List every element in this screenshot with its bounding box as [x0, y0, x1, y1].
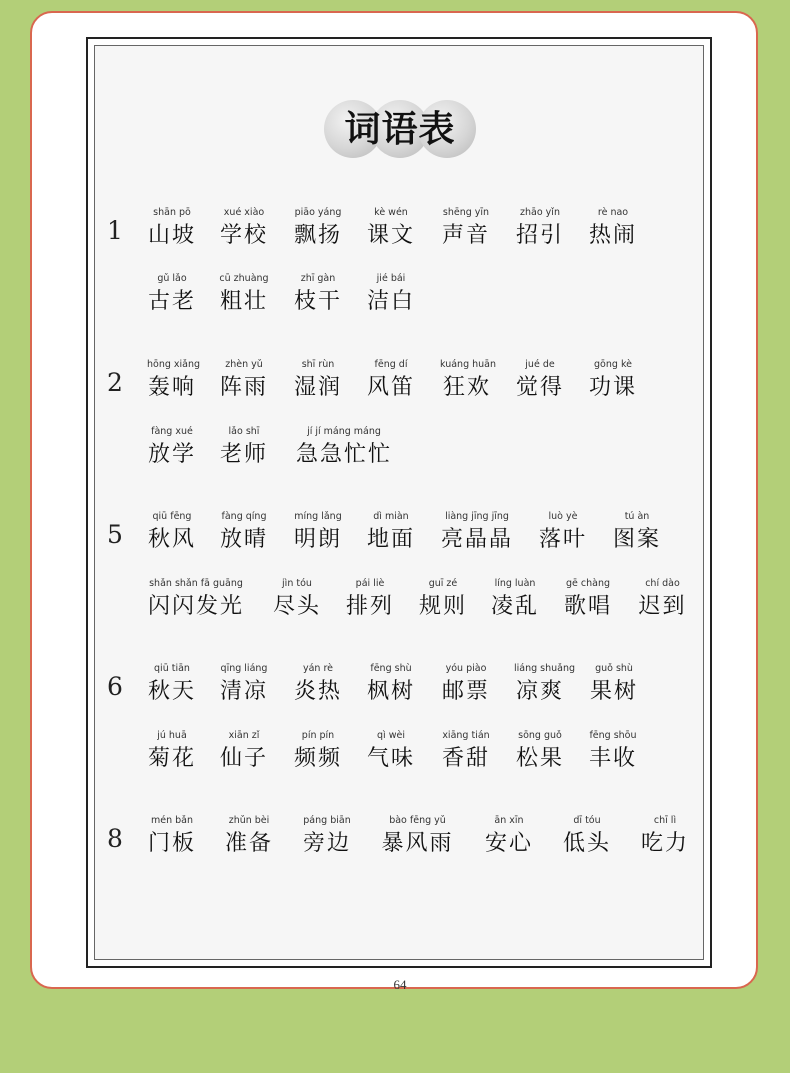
- hanzi-word: 闪闪发光: [147, 594, 244, 619]
- pinyin-label: shǎn shǎn fā guāng: [149, 578, 243, 589]
- pinyin-label: lǎo shī: [228, 426, 260, 437]
- lesson-number: 2: [107, 368, 123, 397]
- pinyin-label: qiū tiān: [154, 663, 190, 674]
- vocab-word: [490, 577, 540, 622]
- hanzi-word: 凉爽: [515, 679, 564, 704]
- hanzi-word: 吃力: [640, 831, 689, 856]
- vocab-word: [147, 425, 197, 470]
- vocab-word: [637, 577, 688, 622]
- vocab-word: [293, 425, 395, 470]
- pinyin-label: jìn tóu: [282, 578, 312, 589]
- pinyin-label: shēng yīn: [442, 207, 490, 218]
- pinyin-label: chī lì: [653, 815, 677, 826]
- hanzi-word: 枝干: [293, 289, 342, 314]
- hanzi-word: 明朗: [293, 527, 342, 552]
- pinyin-label: xiāng tián: [442, 730, 490, 741]
- pinyin-label: liàng jīng jīng: [445, 511, 509, 522]
- vocab-word: [293, 662, 343, 707]
- pinyin-label: mén bǎn: [150, 815, 193, 826]
- vocab-word: [588, 662, 640, 707]
- pinyin-label: chí dào: [645, 578, 680, 589]
- pinyin-label: bào fēng yǔ: [389, 815, 446, 826]
- lesson-number: 8: [107, 824, 123, 853]
- pinyin-label: xiān zǐ: [228, 730, 260, 741]
- vocab-word: [563, 577, 613, 622]
- pinyin-label: hōng xiǎng: [147, 359, 201, 370]
- hanzi-word: 仙子: [219, 746, 268, 771]
- lesson-number: 1: [107, 216, 123, 245]
- lesson-number: 6: [107, 672, 123, 701]
- vocab-word: [147, 814, 197, 859]
- vocab-word: [562, 814, 612, 859]
- pinyin-label: jí jí máng máng: [307, 426, 381, 437]
- vocab-word: [147, 272, 197, 317]
- hanzi-word: 排列: [345, 594, 394, 619]
- vocab-word: [484, 814, 534, 859]
- hanzi-word: 清凉: [219, 679, 268, 704]
- hanzi-word: 炎热: [293, 679, 342, 704]
- vocab-word: [440, 510, 514, 555]
- pinyin-label: fàng qíng: [221, 511, 267, 522]
- pinyin-label: liáng shuǎng: [514, 663, 576, 674]
- pinyin-label: qì wèi: [377, 730, 405, 741]
- pinyin-label: rè nao: [597, 207, 629, 218]
- pinyin-label: zhī gàn: [300, 273, 336, 284]
- vocab-word: [440, 206, 492, 251]
- hanzi-word: 急急忙忙: [295, 442, 392, 467]
- hanzi-word: 功课: [588, 375, 637, 400]
- pinyin-label: shān pō: [153, 207, 191, 218]
- hanzi-word: 轰响: [147, 375, 196, 400]
- hanzi-word: 亮晶晶: [440, 527, 513, 552]
- pinyin-label: zhǔn bèi: [228, 815, 270, 826]
- hanzi-word: 香甜: [441, 746, 490, 771]
- vocab-word: [440, 662, 492, 707]
- hanzi-word: 洁白: [366, 289, 415, 314]
- vocab-word: [218, 272, 270, 317]
- hanzi-word: 放晴: [219, 527, 268, 552]
- pinyin-label: jú huā: [157, 730, 187, 741]
- pinyin-label: xué xiào: [223, 207, 265, 218]
- vocab-word: [640, 814, 690, 859]
- hanzi-word: 丰收: [588, 746, 637, 771]
- hanzi-word: 课文: [366, 223, 415, 248]
- vocab-word: [345, 577, 395, 622]
- hanzi-word: 凌乱: [490, 594, 539, 619]
- vocab-word: [272, 577, 322, 622]
- hanzi-word: 古老: [147, 289, 196, 314]
- hanzi-word: 招引: [515, 223, 564, 248]
- vocab-word: [224, 814, 274, 859]
- vocab-word: [366, 358, 416, 403]
- pinyin-label: fàng xué: [151, 426, 193, 437]
- hanzi-word: 老师: [219, 442, 268, 467]
- vocab-word: [514, 358, 566, 403]
- hanzi-word: 果树: [589, 679, 638, 704]
- vocab-word: [218, 662, 270, 707]
- pinyin-label: jué de: [525, 359, 555, 370]
- hanzi-word: 邮票: [441, 679, 490, 704]
- hanzi-word: 准备: [224, 831, 273, 856]
- pinyin-label: pái liè: [355, 578, 385, 589]
- vocab-word: [366, 206, 416, 251]
- vocab-word: [588, 729, 638, 774]
- pinyin-label: dì miàn: [373, 511, 409, 522]
- pinyin-label: qīng liáng: [220, 663, 268, 674]
- vocab-word: [536, 510, 590, 555]
- pinyin-label: fēng shōu: [589, 730, 637, 741]
- vocab-word: [147, 510, 197, 555]
- pinyin-label: páng biān: [303, 815, 351, 826]
- hanzi-word: 湿润: [293, 375, 342, 400]
- pinyin-label: shī rùn: [301, 359, 335, 370]
- pinyin-label: dī tóu: [573, 815, 601, 826]
- hanzi-word: 尽头: [272, 594, 321, 619]
- hanzi-word: 歌唱: [563, 594, 612, 619]
- hanzi-word: 热闹: [588, 223, 637, 248]
- vocab-word: [440, 358, 497, 403]
- hanzi-word: 图案: [612, 527, 661, 552]
- vocab-word: [440, 729, 492, 774]
- hanzi-word: 门板: [147, 831, 196, 856]
- vocab-word: [218, 729, 270, 774]
- vocab-word: [147, 729, 197, 774]
- vocab-word: [293, 206, 343, 251]
- pinyin-label: fēng dí: [374, 359, 408, 370]
- hanzi-word: 频频: [293, 746, 342, 771]
- pinyin-label: gōng kè: [594, 359, 632, 370]
- hanzi-word: 风笛: [366, 375, 415, 400]
- pinyin-label: kè wén: [374, 207, 408, 218]
- hanzi-word: 安心: [484, 831, 533, 856]
- vocab-word: [514, 662, 576, 707]
- vocab-word: [366, 272, 416, 317]
- pinyin-label: zhèn yǔ: [225, 359, 263, 370]
- vocab-word: [293, 272, 343, 317]
- hanzi-word: 枫树: [366, 679, 415, 704]
- vocab-word: [293, 729, 343, 774]
- pinyin-label: kuáng huān: [440, 359, 497, 370]
- vocab-word: [302, 814, 352, 859]
- pinyin-label: tú àn: [624, 511, 650, 522]
- lesson-number: 5: [107, 520, 123, 549]
- vocab-word: [366, 662, 416, 707]
- pinyin-label: luò yè: [548, 511, 578, 522]
- vocab-word: [218, 358, 270, 403]
- hanzi-word: 放学: [147, 442, 196, 467]
- pinyin-label: zhāo yǐn: [520, 207, 560, 218]
- pinyin-label: jié bái: [376, 273, 406, 284]
- vocab-word: [380, 814, 455, 859]
- hanzi-word: 规则: [418, 594, 467, 619]
- vocab-word: [147, 206, 197, 251]
- vocab-word: [218, 206, 270, 251]
- hanzi-word: 山坡: [147, 223, 196, 248]
- hanzi-word: 狂欢: [442, 375, 491, 400]
- hanzi-word: 飘扬: [293, 223, 342, 248]
- pinyin-label: qiū fēng: [152, 511, 192, 522]
- hanzi-word: 迟到: [638, 594, 687, 619]
- hanzi-word: 粗壮: [219, 289, 268, 314]
- vocab-word: [588, 358, 638, 403]
- pinyin-label: guǒ shù: [595, 663, 633, 674]
- vocab-word: [588, 206, 638, 251]
- vocab-word: [366, 510, 416, 555]
- vocab-word: [514, 729, 566, 774]
- vocab-word: [218, 425, 270, 470]
- hanzi-word: 落叶: [538, 527, 587, 552]
- pinyin-label: yóu piào: [445, 663, 487, 674]
- pinyin-label: pín pín: [301, 730, 335, 741]
- pinyin-label: fēng shù: [370, 663, 412, 674]
- vocab-word: [514, 206, 566, 251]
- vocab-word: [366, 729, 416, 774]
- hanzi-word: 声音: [441, 223, 490, 248]
- hanzi-word: 秋天: [147, 679, 196, 704]
- title-badge: [320, 100, 480, 158]
- vocab-word: [147, 662, 197, 707]
- hanzi-word: 地面: [366, 527, 415, 552]
- vocab-word: [293, 358, 343, 403]
- pinyin-label: yán rè: [302, 663, 334, 674]
- vocab-word: [612, 510, 662, 555]
- pinyin-label: cū zhuàng: [219, 273, 269, 284]
- vocab-word: [418, 577, 468, 622]
- pinyin-label: gǔ lǎo: [157, 273, 187, 284]
- hanzi-word: 松果: [515, 746, 564, 771]
- pinyin-label: líng luàn: [494, 578, 536, 589]
- pinyin-label: piāo yáng: [294, 207, 342, 218]
- pinyin-label: guī zé: [428, 578, 458, 589]
- hanzi-word: 阵雨: [219, 375, 268, 400]
- pinyin-label: gē chàng: [565, 578, 610, 589]
- vocab-word: [147, 577, 245, 622]
- vocab-word: [293, 510, 343, 555]
- vocab-word: [147, 358, 201, 403]
- hanzi-word: 觉得: [515, 375, 564, 400]
- pinyin-label: míng lǎng: [294, 511, 342, 522]
- pinyin-label: sōng guǒ: [518, 730, 562, 741]
- hanzi-word: 菊花: [147, 746, 196, 771]
- hanzi-word: 低头: [562, 831, 611, 856]
- hanzi-word: 旁边: [302, 831, 351, 856]
- page-title: 词语表: [344, 108, 456, 150]
- hanzi-word: 学校: [219, 223, 268, 248]
- page-number: 64: [393, 977, 407, 992]
- hanzi-word: 暴风雨: [381, 831, 454, 856]
- hanzi-word: 秋风: [147, 527, 196, 552]
- pinyin-label: ān xīn: [494, 815, 524, 826]
- hanzi-word: 气味: [366, 746, 415, 771]
- vocab-word: [218, 510, 270, 555]
